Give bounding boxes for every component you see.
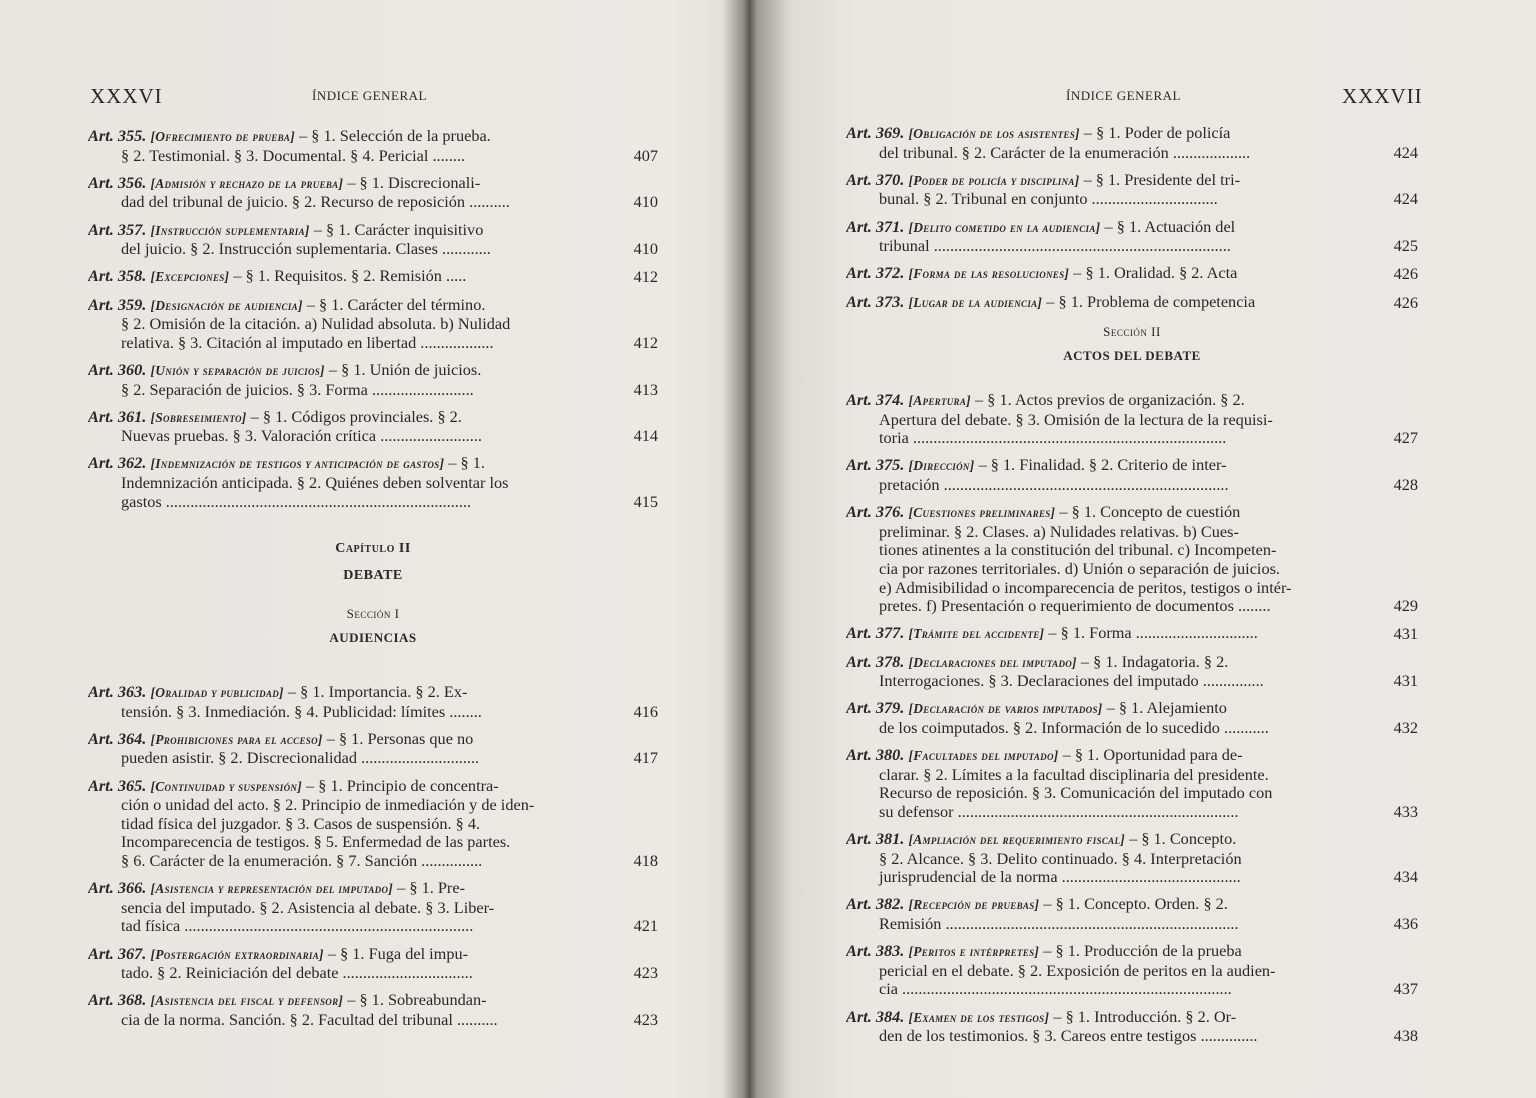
toc-entry-line (846, 784, 1418, 803)
entry-text: – § 1. Fuga del impu- (323, 944, 469, 963)
page-number: 433 (1393, 801, 1418, 821)
article-topic: [Delito cometido en la audiencia] (908, 219, 1101, 235)
toc-entry (88, 991, 658, 1029)
toc-entry-line (88, 879, 658, 899)
entry-text: tado. § 2. Reiniciación del debate ................................ (121, 964, 473, 983)
page-number: 415 (633, 491, 658, 511)
toc-entry-line (846, 560, 1418, 579)
entry-text: – § 1. Presidente del tri- (1079, 170, 1241, 189)
toc-entry-line (88, 991, 658, 1011)
right-entries-b (846, 391, 1418, 1054)
entry-text: – § 1. Requisitos. § 2. Remisión ..... (229, 267, 467, 286)
toc-entry-line (88, 221, 658, 241)
toc-entry-line (846, 803, 1418, 822)
article-topic: [Facultades del imputado] (908, 748, 1059, 764)
toc-entry (88, 879, 658, 936)
entry-text: – § 1. Problema de competencia (1042, 292, 1256, 311)
toc-entry (846, 942, 1418, 999)
toc-entry-line (88, 899, 658, 918)
entry-text: – § 1. Concepto. Orden. § 2. (1039, 895, 1228, 914)
toc-entry-line (846, 719, 1418, 738)
entry-text: – § 1. Actuación del (1100, 217, 1236, 236)
article-number: Art. 378. (846, 652, 905, 671)
toc-entry-line (88, 381, 658, 400)
article-number: Art. 379. (846, 699, 905, 718)
right-page (780, 0, 1536, 1098)
page-number: 425 (1393, 236, 1418, 256)
chapter-heading (88, 541, 658, 646)
toc-entry-line (88, 334, 658, 353)
entry-text: tensión. § 3. Inmediación. § 4. Publicidad: límites ........ (121, 702, 482, 721)
entry-text: – § 1. Poder de policía (1079, 124, 1231, 142)
article-topic: [Peritos e intérpretes] (908, 944, 1040, 960)
toc-entry-line (846, 429, 1418, 448)
entry-text: Remisión ........................................................................ (879, 915, 1239, 933)
toc-entry-line (846, 190, 1418, 209)
page-number: 426 (1393, 264, 1418, 284)
article-number: Art. 375. (846, 456, 905, 475)
toc-entry-line (846, 144, 1418, 163)
article-number: Art. 376. (846, 503, 905, 522)
article-topic: [Poder de policía y disciplina] (908, 172, 1080, 188)
article-number: Art. 363. (88, 683, 147, 701)
entry-text: tribunal ......................................................................... (879, 237, 1231, 256)
entry-text: § 2. Omisión de la citación. a) Nulidad absoluta. b) Nulidad (121, 315, 511, 334)
page-number: 427 (1393, 428, 1418, 448)
toc-entry (846, 653, 1418, 691)
toc-entry-line (846, 218, 1418, 238)
entry-text: Indemnización anticipada. § 2. Quiénes deben solventar los (121, 474, 509, 493)
article-number: Art. 377. (846, 624, 905, 643)
toc-entry (846, 171, 1418, 209)
article-number: Art. 365. (88, 776, 147, 795)
entry-text: de los coimputados. § 2. Información de lo sucedido ........... (879, 718, 1269, 737)
toc-entry-line (846, 624, 1418, 644)
toc-entry-line (88, 917, 658, 936)
toc-entry-line (88, 147, 658, 166)
toc-entry-line (846, 264, 1418, 284)
toc-entry-line (846, 850, 1418, 869)
entry-text: Apertura del debate. § 3. Omisión de la lectura de la requisi- (879, 410, 1273, 429)
article-topic: [Obligación de los asistentes] (908, 126, 1080, 141)
toc-entry-line (846, 653, 1418, 673)
article-topic: [Cuestiones preliminares] (908, 505, 1056, 521)
article-number: Art. 362. (88, 454, 147, 473)
page-number: 407 (633, 145, 658, 165)
article-topic: [Trámite del accidente] (908, 626, 1045, 642)
entry-text: cia por razones territoriales. d) Unión o separación de juicios. (879, 559, 1281, 578)
toc-entry (846, 1008, 1418, 1046)
entry-text: bunal. § 2. Tribunal en conjunto ............................... (879, 190, 1218, 209)
article-number: Art. 372. (846, 264, 905, 283)
entry-text: relativa. § 3. Citación al imputado en libertad .................. (121, 333, 494, 352)
toc-entry (88, 296, 658, 353)
page-number: 416 (633, 701, 658, 721)
toc-entry-line (88, 683, 658, 703)
right-running-head: ÍNDICE GENERAL (1066, 88, 1181, 103)
article-number: Art. 373. (846, 292, 905, 311)
toc-entry (846, 264, 1418, 284)
toc-entry-line (88, 427, 658, 446)
page-number: 410 (633, 239, 658, 259)
entry-text: pericial en el debate. § 2. Exposición de peritos en la audien- (879, 961, 1276, 980)
page-number: 417 (633, 748, 658, 768)
article-topic: [Ofrecimiento de prueba] (150, 129, 295, 144)
entry-text: – § 1. Importancia. § 2. Ex- (283, 683, 468, 701)
section-title: ACTOS DEL DEBATE (1063, 348, 1201, 363)
entry-text: gastos ........................................................................... (121, 492, 472, 511)
entry-text: del juicio. § 2. Instrucción suplementaria. Clases ............ (121, 240, 491, 259)
page-number: 437 (1393, 979, 1418, 999)
entry-text: – § 1. Oportunidad para de- (1058, 746, 1243, 765)
entry-text: dad del tribunal de juicio. § 2. Recurso de reposición .......... (121, 193, 510, 212)
entry-text: – § 1. Carácter inquisitivo (309, 220, 484, 239)
toc-entry-line (88, 833, 658, 852)
article-number: Art. 381. (846, 830, 905, 849)
toc-entry (846, 624, 1418, 644)
toc-entry-line (846, 895, 1418, 915)
toc-entry (846, 124, 1418, 162)
page-number: 423 (633, 963, 658, 983)
page-number: 413 (633, 379, 658, 399)
toc-entry-line (846, 293, 1418, 313)
article-topic: [Asistencia del fiscal y defensor] (150, 993, 344, 1009)
entry-text: – § 1. Actos previos de organización. § 2. (970, 391, 1245, 409)
toc-entry (88, 408, 658, 446)
article-number: Art. 370. (846, 170, 905, 189)
toc-entry-line (846, 579, 1418, 598)
section-heading (846, 324, 1418, 364)
toc-entry-line (846, 942, 1418, 962)
page-number: 436 (1393, 914, 1418, 933)
toc-entry-line (88, 1011, 658, 1030)
toc-entry (88, 361, 658, 399)
article-number: Art. 369. (846, 124, 905, 142)
page-number: 428 (1393, 474, 1418, 494)
chapter-label: Capítulo II (335, 541, 411, 556)
entry-text: Nuevas pruebas. § 3. Valoración crítica ......................... (121, 427, 482, 446)
toc-entry-line (88, 296, 658, 316)
article-number: Art. 367. (88, 944, 147, 963)
entry-text: – § 1. Forma .............................. (1044, 624, 1258, 643)
entry-text: – § 1. Pre- (393, 879, 465, 898)
toc-entry-line (88, 267, 658, 287)
article-topic: [Dirección] (908, 458, 975, 474)
entry-text: – § 1. Finalidad. § 2. Criterio de inter- (974, 456, 1227, 475)
entry-text: pretes. f) Presentación o requerimiento de documentos ........ (879, 597, 1271, 616)
entry-text: Incomparecencia de testigos. § 5. Enfermedad de las partes. (121, 833, 511, 852)
entry-text: – § 1. Carácter del término. (302, 295, 486, 314)
page-number: 431 (1393, 624, 1418, 644)
entry-text: – § 1. Personas que no (322, 729, 474, 748)
article-number: Art. 371. (846, 217, 905, 236)
entry-text: – § 1. Unión de juicios. (324, 360, 482, 379)
entry-text: – § 1. Oralidad. § 2. Acta (1069, 264, 1238, 283)
toc-entry-line (846, 476, 1418, 495)
toc-entry (846, 895, 1418, 933)
article-topic: [Declaraciones del imputado] (908, 654, 1077, 670)
article-number: Art. 380. (846, 746, 905, 765)
toc-entry-line (846, 597, 1418, 616)
page-number: 423 (633, 1009, 658, 1029)
entry-text: – § 1. Sobreabundan- (343, 991, 487, 1010)
toc-entry-line (846, 1027, 1418, 1046)
toc-entry-line (88, 174, 658, 194)
entry-text: – § 1. Concepto. (1125, 830, 1237, 849)
toc-entry-line (88, 703, 658, 722)
entry-text: pueden asistir. § 2. Discrecionalidad ............................. (121, 749, 480, 768)
entry-text: su defensor ..................................................................... (879, 802, 1239, 821)
toc-entry-line (846, 523, 1418, 542)
page-number: 412 (633, 332, 658, 352)
toc-entry-line (88, 474, 658, 493)
left-folio: XXXVI (90, 84, 163, 108)
toc-entry (846, 218, 1418, 256)
toc-entry-line (846, 830, 1418, 850)
article-topic: [Postergación extraordinaria] (150, 946, 324, 962)
page-number: 410 (633, 192, 658, 212)
toc-entry (846, 456, 1418, 494)
toc-entry-line (846, 699, 1418, 719)
page-number: 421 (633, 916, 658, 936)
entry-text: tiones atinentes a la constitución del tribunal. c) Incompeten- (879, 541, 1277, 560)
article-number: Art. 360. (88, 360, 147, 379)
toc-entry (88, 945, 658, 983)
article-number: Art. 357. (88, 220, 147, 239)
article-topic: [Apertura] (908, 393, 971, 408)
article-number: Art. 355. (88, 127, 147, 145)
toc-entry-line (88, 315, 658, 334)
page-number: 414 (633, 426, 658, 446)
toc-entry-line (846, 868, 1418, 887)
entry-text: cia ................................................................................. (879, 980, 1232, 999)
page-number: 424 (1393, 142, 1418, 162)
entry-text: cia de la norma. Sanción. § 2. Facultad del tribunal .......... (121, 1010, 498, 1029)
entry-text: Interrogaciones. § 3. Declaraciones del imputado ............... (879, 672, 1264, 691)
toc-entry (846, 746, 1418, 821)
entry-text: – § 1. Selección de la prueba. (295, 127, 491, 145)
entry-text: jurisprudencial de la norma ............................................ (879, 868, 1241, 887)
toc-entry (846, 699, 1418, 737)
page-number: 418 (633, 850, 658, 870)
toc-entry-line (88, 777, 658, 797)
toc-entry-line (88, 408, 658, 428)
article-topic: [Lugar de la audiencia] (908, 294, 1043, 310)
article-topic: [Indemnización de testigos y anticipación de gastos] (150, 456, 445, 472)
toc-entry-line (88, 852, 658, 871)
toc-entry (88, 174, 658, 212)
toc-entry-line (846, 456, 1418, 476)
entry-text: – § 1. Principio de concentra- (302, 776, 499, 795)
chapter-title: DEBATE (343, 568, 403, 583)
page-number: 429 (1393, 596, 1418, 616)
toc-entry-line (846, 962, 1418, 981)
article-topic: [Unión y separación de juicios] (150, 362, 325, 378)
entry-text: toria ............................................................................. (879, 429, 1227, 448)
page-number: 426 (1393, 292, 1418, 312)
toc-entry (88, 127, 658, 165)
toc-entry-line (846, 503, 1418, 523)
toc-entry-line (846, 391, 1418, 411)
toc-entry (88, 683, 658, 721)
page-number: 412 (633, 267, 658, 287)
article-number: Art. 356. (88, 173, 147, 192)
article-topic: [Admisión y rechazo de la prueba] (150, 175, 344, 191)
left-page (0, 0, 740, 1098)
entry-text: – § 1. Indagatoria. § 2. (1076, 652, 1229, 671)
article-topic: [Declaración de varios imputados] (908, 701, 1103, 717)
toc-entry-line (846, 237, 1418, 256)
toc-entry-line (846, 124, 1418, 144)
toc-entry (88, 267, 658, 287)
entry-text: § 2. Separación de juicios. § 3. Forma ......................... (121, 380, 474, 399)
toc-entry-line (88, 945, 658, 965)
toc-entry (88, 221, 658, 259)
toc-entry-line (88, 454, 658, 474)
article-number: Art. 364. (88, 729, 147, 748)
right-entries-a (846, 124, 1418, 321)
toc-entry-line (846, 541, 1418, 560)
entry-text: e) Admisibilidad o incomparecencia de peritos, testigos o intér- (879, 578, 1292, 597)
article-number: Art. 358. (88, 267, 147, 286)
article-number: Art. 366. (88, 879, 147, 898)
article-topic: [Instrucción suplementaria] (150, 222, 310, 238)
article-topic: [Recepción de pruebas] (908, 897, 1040, 913)
toc-entry (846, 391, 1418, 448)
entry-text: den de los testimonios. § 3. Careos entre testigos .............. (879, 1027, 1258, 1046)
toc-entry (88, 730, 658, 768)
toc-entry-line (846, 1008, 1418, 1028)
toc-entry-line (88, 240, 658, 259)
article-topic: [Prohibiciones para el acceso] (150, 731, 323, 747)
toc-entry-line (846, 672, 1418, 691)
toc-entry (846, 830, 1418, 887)
article-number: Art. 383. (846, 942, 905, 961)
article-topic: [Designación de audiencia] (150, 297, 303, 313)
article-number: Art. 382. (846, 895, 905, 914)
section-label: Sección II (1103, 324, 1161, 339)
toc-entry-line (88, 361, 658, 381)
article-topic: [Ampliación del requerimiento fiscal] (908, 832, 1126, 848)
entry-text: – § 1. Discrecionali- (343, 173, 481, 192)
toc-entry-line (88, 730, 658, 750)
entry-text: tad física ....................................................................... (121, 917, 474, 936)
toc-entry-line (846, 171, 1418, 191)
article-number: Art. 384. (846, 1007, 905, 1026)
entry-text: – § 1. Producción de la prueba (1039, 942, 1242, 961)
entry-text: tidad física del juzgador. § 3. Casos de suspensión. § 4. (121, 814, 481, 833)
left-running-head: ÍNDICE GENERAL (312, 88, 427, 103)
article-topic: [Asistencia y representación del imputado] (150, 881, 394, 897)
page-number: 431 (1393, 671, 1418, 691)
entry-text: ción o unidad del acto. § 2. Principio de inmediación y de iden- (121, 796, 535, 815)
section-title: AUDIENCIAS (329, 630, 417, 645)
toc-entry (88, 454, 658, 511)
toc-entry-line (88, 193, 658, 212)
article-number: Art. 368. (88, 991, 147, 1010)
toc-entry (846, 503, 1418, 616)
toc-entry-line (88, 127, 658, 147)
article-number: Art. 361. (88, 407, 147, 426)
left-entries-a (88, 127, 658, 520)
entry-text: clarar. § 2. Límites a la facultad disciplinaria del presidente. (879, 765, 1269, 784)
entry-text: – § 1. (444, 454, 485, 473)
article-topic: [Oralidad y publicidad] (150, 685, 284, 700)
toc-entry-line (88, 493, 658, 512)
page-number: 432 (1393, 717, 1418, 737)
article-number: Art. 374. (846, 391, 905, 409)
toc-entry-line (846, 766, 1418, 785)
toc-entry-line (846, 915, 1418, 934)
article-topic: [Sobreseimiento] (150, 409, 247, 425)
toc-entry (846, 293, 1418, 313)
entry-text: pretación ...................................................................... (879, 475, 1229, 494)
toc-entry-line (88, 964, 658, 983)
page-number: 424 (1393, 189, 1418, 209)
entry-text: del tribunal. § 2. Carácter de la enumeración ................... (879, 143, 1251, 162)
toc-entry-line (846, 411, 1418, 430)
entry-text: § 2. Alcance. § 3. Delito continuado. § 4. Interpretación (879, 849, 1242, 868)
toc-entry-line (846, 980, 1418, 999)
article-topic: [Continuidad y suspensión] (150, 778, 302, 794)
article-number: Art. 359. (88, 295, 147, 314)
entry-text: – § 1. Alejamiento (1102, 699, 1227, 718)
entry-text: – § 1. Códigos provinciales. § 2. (246, 407, 462, 426)
toc-entry-line (88, 749, 658, 768)
left-entries-b (88, 683, 658, 1038)
toc-entry (88, 777, 658, 871)
entry-text: sencia del imputado. § 2. Asistencia al debate. § 3. Liber- (121, 898, 495, 917)
article-topic: [Forma de las resoluciones] (908, 266, 1070, 282)
right-folio: XXXVII (1342, 84, 1423, 108)
entry-text: preliminar. § 2. Clases. a) Nulidades relativas. b) Cues- (879, 522, 1239, 541)
entry-text: § 2. Testimonial. § 3. Documental. § 4. Pericial ........ (121, 146, 466, 165)
page-number: 434 (1393, 867, 1418, 887)
entry-text: § 6. Carácter de la enumeración. § 7. Sanción ............... (121, 851, 483, 870)
toc-entry-line (846, 746, 1418, 766)
entry-text: – § 1. Introducción. § 2. Or- (1049, 1007, 1237, 1026)
section-label: Sección I (346, 606, 400, 621)
toc-entry-line (88, 796, 658, 815)
page-number: 438 (1393, 1026, 1418, 1046)
entry-text: – § 1. Concepto de cuestión (1055, 503, 1241, 522)
toc-entry-line (88, 815, 658, 834)
article-topic: [Examen de los testigos] (908, 1009, 1050, 1025)
entry-text: Recurso de reposición. § 3. Comunicación del imputado con (879, 784, 1273, 803)
article-topic: [Excepciones] (150, 269, 230, 285)
